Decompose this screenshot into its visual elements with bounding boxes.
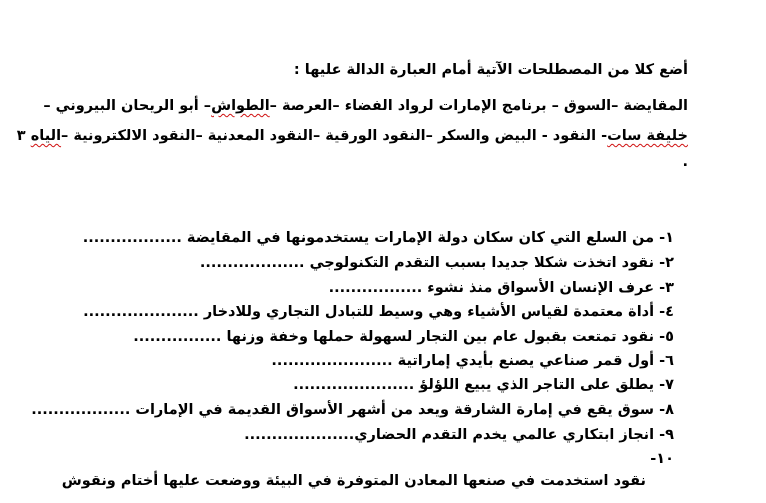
- question-item: ٨- سوق يقع في إمارة الشارقة ويعد من أشهر الأسواق القديمة في الإمارات ..................: [31, 402, 674, 418]
- terms-text: ٣: [16, 128, 26, 144]
- terms-text: - النقود - البيض والسكر –النقود الورقية –النقود المعدنية –النقود الالكترونية –: [61, 128, 608, 144]
- terms-text: المقايضة –السوق – برنامج الإمارات لرواد الفضاء –العرصة –: [269, 98, 688, 114]
- terms-list-line-1: [43, 96, 688, 116]
- question-item: ٥- نقود تمتعت بقبول عام بين التجار لسهولة حملها وخفة وزنها ................: [133, 329, 674, 345]
- worksheet-instruction: أضع كلا من المصطلحات الآتية أمام العبارة الدالة عليها :: [293, 62, 688, 78]
- terms-list-line-2: [17, 126, 688, 146]
- question-item: ٧- يطلق على التاجر الذي يبيع اللؤلؤ ......................: [293, 377, 674, 393]
- question-item: ٢- نقود اتخذت شكلا جديدا بسبب التقدم التكنولوجي ...................: [199, 255, 674, 271]
- spellcheck-flagged-term: خليفة سات: [607, 128, 688, 144]
- question-item: ٣- عرف الإنسان الأسواق منذ نشوء .................: [328, 280, 674, 296]
- question-item-10-text: نقود استخدمت في صنعها المعادن المتوفرة في البيئة ووضعت عليها أختام ونقوش: [61, 473, 646, 489]
- question-item: ٤- أداة معتمدة لقياس الأشياء وهي وسيط للتبادل التجاري وللادخار .....................: [83, 304, 674, 320]
- spellcheck-flagged-term: الطواش: [211, 98, 270, 114]
- spellcheck-flagged-term: الياه: [30, 128, 62, 144]
- terms-text: – أبو الريحان البيروني –: [43, 98, 212, 114]
- question-item: ٩- انجاز ابتكاري عالمي يخدم التقدم الحضاري....................: [244, 427, 674, 443]
- question-item: ١٠-: [650, 451, 674, 467]
- terms-list-period: .: [682, 154, 688, 170]
- question-item: ١- من السلع التي كان سكان دولة الإمارات يستخدمونها في المقايضة ..................: [82, 230, 674, 246]
- question-item: ٦- أول قمر صناعي يصنع بأيدي إماراتية ......................: [271, 353, 674, 369]
